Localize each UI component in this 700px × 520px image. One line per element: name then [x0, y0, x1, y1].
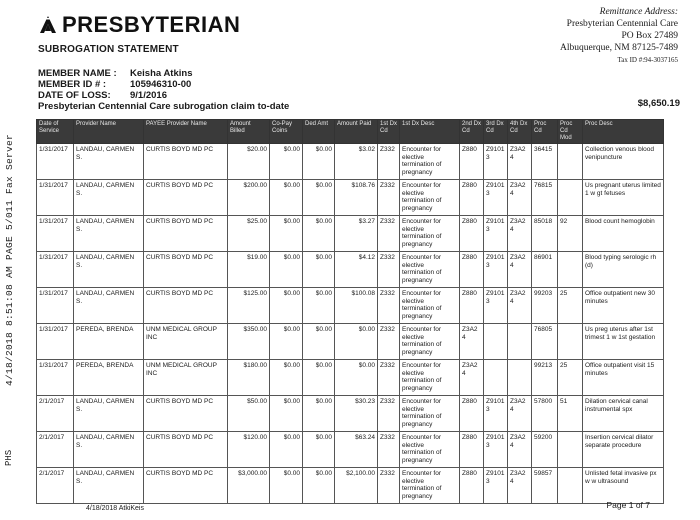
table-cell: 76805: [532, 324, 558, 360]
table-cell: LANDAU, CARMEN S.: [74, 180, 144, 216]
table-cell: 1/31/2017: [37, 360, 74, 396]
table-cell: Insertion cervical dilator separate procedure: [583, 432, 664, 468]
table-cell: Z3A24: [508, 144, 532, 180]
table-cell: Z3A24: [508, 432, 532, 468]
table-cell: Z880: [460, 432, 484, 468]
table-cell: [508, 324, 532, 360]
table-row: [37, 324, 664, 360]
page-number: Page 1 of 7: [606, 500, 650, 510]
table-cell: 59857: [532, 468, 558, 504]
table-cell: CURTIS BOYD MD PC: [144, 252, 228, 288]
table-cell: Office outpatient visit 15 minutes: [583, 360, 664, 396]
table-cell: CURTIS BOYD MD PC: [144, 180, 228, 216]
table-cell: $0.00: [303, 432, 335, 468]
document-title: SUBROGATION STATEMENT: [38, 44, 179, 55]
table-cell: $100.08: [335, 288, 378, 324]
presbyterian-logo-icon: [38, 15, 58, 35]
table-cell: Z9101 3: [484, 432, 508, 468]
table-cell: $3.27: [335, 216, 378, 252]
table-cell: Z3A24: [508, 288, 532, 324]
table-cell: LANDAU, CARMEN S.: [74, 144, 144, 180]
table-cell: 86901: [532, 252, 558, 288]
table-cell: Z880: [460, 468, 484, 504]
table-cell: Encounter for elective termination of pregnancy: [400, 216, 460, 252]
table-cell: 92: [558, 216, 583, 252]
table-cell: $0.00: [270, 180, 303, 216]
table-cell: $0.00: [303, 396, 335, 432]
table-cell: Encounter for elective termination of pregnancy: [400, 432, 460, 468]
table-cell: Blood count hemoglobin: [583, 216, 664, 252]
table-cell: Z332: [378, 396, 400, 432]
table-cell: Us pregnant uterus limited 1 w gt fetuses: [583, 180, 664, 216]
table-cell: $30.23: [335, 396, 378, 432]
table-cell: $3.02: [335, 144, 378, 180]
table-cell: Us preg uterus after 1st trimest 1 w 1st gestation: [583, 324, 664, 360]
table-cell: $0.00: [335, 360, 378, 396]
table-cell: 57800: [532, 396, 558, 432]
table-cell: Encounter for elective termination of pregnancy: [400, 180, 460, 216]
table-cell: [558, 468, 583, 504]
table-cell: $0.00: [270, 396, 303, 432]
table-cell: [484, 324, 508, 360]
column-header: 3rd Dx Cd: [484, 120, 508, 144]
table-cell: 1/31/2017: [37, 252, 74, 288]
remittance-line: Presbyterian Centennial Care: [566, 19, 678, 29]
table-cell: $0.00: [270, 360, 303, 396]
column-header: Proc Cd: [532, 120, 558, 144]
table-cell: 59200: [532, 432, 558, 468]
table-cell: Z3A24: [508, 180, 532, 216]
table-cell: $0.00: [303, 360, 335, 396]
table-cell: $120.00: [228, 432, 270, 468]
table-cell: $180.00: [228, 360, 270, 396]
table-cell: $0.00: [303, 252, 335, 288]
table-cell: $0.00: [270, 288, 303, 324]
table-cell: CURTIS BOYD MD PC: [144, 432, 228, 468]
column-header: Proc Desc: [583, 120, 664, 144]
table-cell: [508, 360, 532, 396]
table-cell: Z880: [460, 288, 484, 324]
table-cell: CURTIS BOYD MD PC: [144, 468, 228, 504]
table-cell: 99203: [532, 288, 558, 324]
fax-tag: PHS: [4, 449, 14, 466]
column-header: 4th Dx Cd: [508, 120, 532, 144]
table-cell: UNM MEDICAL GROUP INC: [144, 360, 228, 396]
table-cell: $200.00: [228, 180, 270, 216]
date-of-loss: 9/1/2016: [130, 90, 167, 101]
table-cell: Blood typing serologic rh (d): [583, 252, 664, 288]
table-cell: Z9101 3: [484, 252, 508, 288]
table-cell: CURTIS BOYD MD PC: [144, 144, 228, 180]
table-cell: [558, 180, 583, 216]
table-cell: Z880: [460, 144, 484, 180]
table-cell: $125.00: [228, 288, 270, 324]
table-cell: Encounter for elective termination of pregnancy: [400, 360, 460, 396]
table-cell: $4.12: [335, 252, 378, 288]
table-cell: PEREDA, BRENDA: [74, 324, 144, 360]
column-header: Provider Name: [74, 120, 144, 144]
table-cell: Z332: [378, 432, 400, 468]
table-cell: Encounter for elective termination of pregnancy: [400, 144, 460, 180]
logo-wordmark: PRESBYTERIAN: [62, 12, 241, 37]
table-cell: $2,100.00: [335, 468, 378, 504]
remittance-line: PO Box 27489: [621, 31, 678, 41]
table-cell: Dilation cervical canal instrumental spx: [583, 396, 664, 432]
table-cell: 2/1/2017: [37, 396, 74, 432]
column-header: 2nd Dx Cd: [460, 120, 484, 144]
table-cell: $0.00: [303, 468, 335, 504]
table-cell: $0.00: [335, 324, 378, 360]
table-cell: PEREDA, BRENDA: [74, 360, 144, 396]
member-id-label: MEMBER ID # :: [38, 79, 107, 90]
table-cell: Z3A24: [460, 360, 484, 396]
table-row: [37, 396, 664, 432]
table-cell: 1/31/2017: [37, 180, 74, 216]
table-cell: $20.00: [228, 144, 270, 180]
table-cell: Z880: [460, 216, 484, 252]
table-row: [37, 216, 664, 252]
table-cell: Z3A24: [508, 396, 532, 432]
table-cell: [558, 252, 583, 288]
table-cell: Z880: [460, 180, 484, 216]
table-cell: Z3A24: [508, 468, 532, 504]
table-cell: [558, 432, 583, 468]
table-cell: Z332: [378, 360, 400, 396]
table-cell: LANDAU, CARMEN S.: [74, 468, 144, 504]
table-cell: LANDAU, CARMEN S.: [74, 432, 144, 468]
table-cell: Z3A24: [508, 252, 532, 288]
remittance-line: Albuquerque, NM 87125-7489: [560, 43, 678, 53]
table-cell: Unlisted fetal invasive px w w ultrasound: [583, 468, 664, 504]
table-cell: $19.00: [228, 252, 270, 288]
table-cell: $0.00: [270, 216, 303, 252]
table-cell: 25: [558, 288, 583, 324]
table-cell: Z9101 3: [484, 288, 508, 324]
member-info: [38, 68, 289, 112]
table-cell: $350.00: [228, 324, 270, 360]
presbyterian-logo: [38, 12, 240, 38]
member-name-label: MEMBER NAME :: [38, 68, 117, 79]
column-header: Ded Amt: [303, 120, 335, 144]
table-row: [37, 468, 664, 504]
table-cell: UNM MEDICAL GROUP INC: [144, 324, 228, 360]
table-row: [37, 360, 664, 396]
table-row: [37, 144, 664, 180]
tax-id: Tax ID #:94-3037165: [617, 56, 678, 64]
table-cell: Z332: [378, 144, 400, 180]
table-cell: Encounter for elective termination of pregnancy: [400, 288, 460, 324]
table-cell: $0.00: [303, 324, 335, 360]
table-cell: CURTIS BOYD MD PC: [144, 216, 228, 252]
table-row: [37, 288, 664, 324]
table-cell: 99213: [532, 360, 558, 396]
claims-table: [36, 119, 664, 504]
date-of-loss-label: DATE OF LOSS:: [38, 90, 111, 101]
table-cell: [558, 324, 583, 360]
table-cell: $0.00: [303, 180, 335, 216]
column-header: Date of Service: [37, 120, 74, 144]
table-cell: $0.00: [303, 144, 335, 180]
table-cell: Z9101 3: [484, 144, 508, 180]
member-name: Keisha Atkins: [130, 68, 193, 79]
table-cell: Collection venous blood venipuncture: [583, 144, 664, 180]
column-header: Proc Cd Mod: [558, 120, 583, 144]
claim-summary-line: Presbyterian Centennial Care subrogation claim to-date: [38, 101, 290, 112]
table-cell: $50.00: [228, 396, 270, 432]
table-cell: Encounter for elective termination of pregnancy: [400, 396, 460, 432]
table-row: [37, 180, 664, 216]
remittance-address: [560, 6, 678, 66]
table-cell: $0.00: [270, 432, 303, 468]
table-cell: Z9101 3: [484, 396, 508, 432]
table-cell: LANDAU, CARMEN S.: [74, 216, 144, 252]
table-cell: $0.00: [270, 468, 303, 504]
table-cell: Encounter for elective termination of pregnancy: [400, 252, 460, 288]
table-row: [37, 432, 664, 468]
column-header: Amount Paid: [335, 120, 378, 144]
table-cell: $63.24: [335, 432, 378, 468]
table-cell: Z9101 3: [484, 468, 508, 504]
table-cell: 85018: [532, 216, 558, 252]
table-cell: 25: [558, 360, 583, 396]
table-cell: Z3A24: [508, 216, 532, 252]
column-header: 1st Dx Desc: [400, 120, 460, 144]
table-cell: $0.00: [303, 216, 335, 252]
table-cell: Z9101 3: [484, 180, 508, 216]
table-cell: 2/1/2017: [37, 432, 74, 468]
table-cell: Z332: [378, 468, 400, 504]
table-cell: [558, 144, 583, 180]
table-cell: Encounter for elective termination of pregnancy: [400, 324, 460, 360]
column-header: PAYEE Provider Name: [144, 120, 228, 144]
table-cell: 1/31/2017: [37, 288, 74, 324]
table-cell: Z3A24: [460, 324, 484, 360]
column-header: Co-Pay Coins: [270, 120, 303, 144]
table-cell: 1/31/2017: [37, 324, 74, 360]
table-cell: $25.00: [228, 216, 270, 252]
table-cell: $3,000.00: [228, 468, 270, 504]
table-row: [37, 252, 664, 288]
table-cell: 2/1/2017: [37, 468, 74, 504]
table-cell: 51: [558, 396, 583, 432]
table-cell: Z332: [378, 252, 400, 288]
table-cell: $108.76: [335, 180, 378, 216]
table-cell: CURTIS BOYD MD PC: [144, 288, 228, 324]
table-cell: Office outpatient new 30 minutes: [583, 288, 664, 324]
table-cell: LANDAU, CARMEN S.: [74, 396, 144, 432]
table-cell: 1/31/2017: [37, 144, 74, 180]
table-cell: LANDAU, CARMEN S.: [74, 252, 144, 288]
table-header-row: [37, 120, 664, 144]
fax-header: 4/18/2018 8:51:08 AM PAGE 5/011 Fax Server: [4, 133, 15, 386]
table-cell: $0.00: [270, 144, 303, 180]
table-cell: CURTIS BOYD MD PC: [144, 396, 228, 432]
table-cell: 1/31/2017: [37, 216, 74, 252]
table-cell: Z332: [378, 288, 400, 324]
table-cell: Z9101 3: [484, 216, 508, 252]
table-cell: Z332: [378, 216, 400, 252]
table-cell: 76815: [532, 180, 558, 216]
table-cell: 36415: [532, 144, 558, 180]
table-cell: [484, 360, 508, 396]
table-cell: Z880: [460, 396, 484, 432]
table-cell: Z332: [378, 180, 400, 216]
table-cell: LANDAU, CARMEN S.: [74, 288, 144, 324]
column-header: 1st Dx Cd: [378, 120, 400, 144]
table-cell: Z880: [460, 252, 484, 288]
table-cell: $0.00: [303, 288, 335, 324]
remittance-heading: Remittance Address:: [599, 7, 678, 17]
footer-date: 4/18/2018 AtkiKeis: [86, 505, 144, 512]
table-cell: $0.00: [270, 252, 303, 288]
table-cell: Z332: [378, 324, 400, 360]
table-cell: $0.00: [270, 324, 303, 360]
column-header: Amount Billed: [228, 120, 270, 144]
claim-total: $8,650.19: [637, 98, 680, 109]
member-id: 105946310-00: [130, 79, 192, 90]
table-cell: Encounter for elective termination of pregnancy: [400, 468, 460, 504]
